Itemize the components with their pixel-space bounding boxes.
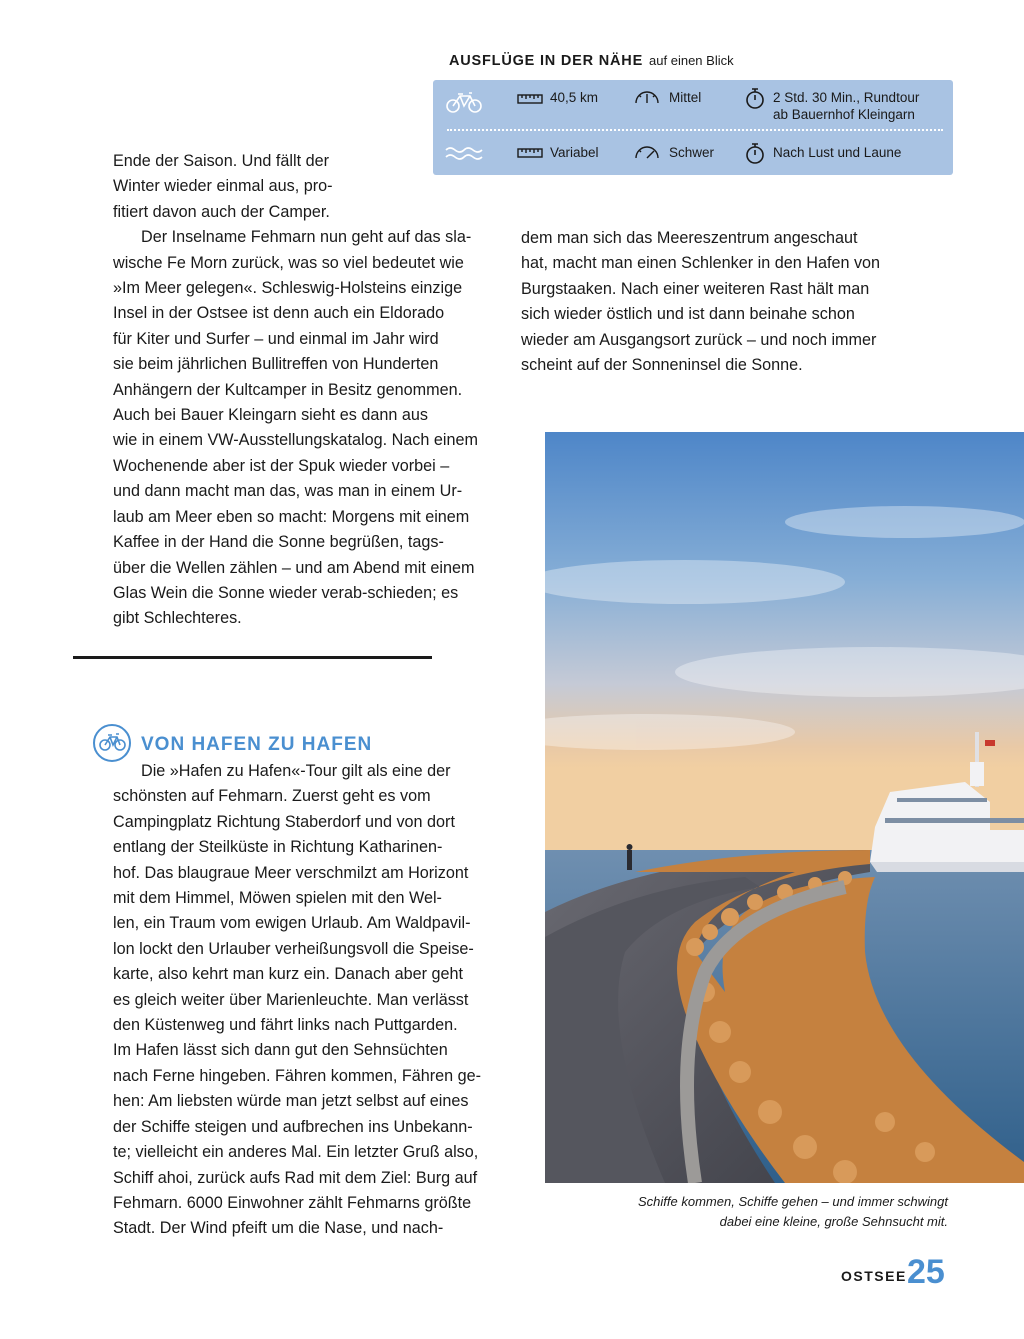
ruler-icon <box>517 93 543 105</box>
text-line: wische Fe Morn zurück, was so viel bedeutet wie <box>113 253 464 272</box>
harbor-photo <box>545 432 1024 1183</box>
duration-line1: Nach Lust und Laune <box>773 145 902 160</box>
bicycle-badge-icon <box>93 724 131 762</box>
text-line: entlang der Steilküste in Richtung Katharinen- <box>113 838 443 857</box>
left-column-top-text <box>113 149 478 632</box>
text-line: schönsten auf Fehmarn. Zuerst geht es vom <box>113 787 431 806</box>
text-line: Wochenende aber ist der Spuk wieder vorbei – <box>113 456 450 475</box>
infobox-title-main: AUSFLÜGE IN DER NÄHE <box>449 53 644 69</box>
infobox <box>433 80 953 175</box>
text-line: Die »Hafen zu Hafen«-Tour gilt als eine der <box>141 762 451 780</box>
text-line: Stadt. Der Wind pfeift um die Nase, und nach- <box>113 1219 444 1238</box>
infobox-divider <box>447 129 943 131</box>
section-label: OSTSEE <box>841 1268 907 1284</box>
text-line: Fehmarn. 6000 Einwohner zählt Fehmarns größte <box>113 1193 472 1212</box>
difficulty-value: Schwer <box>669 145 715 160</box>
text-line: wie in einem VW-Ausstellungskatalog. Nach einem <box>113 431 478 450</box>
text-line: der Schiffe steigen und aufbrechen ins Unbekann- <box>113 1117 473 1136</box>
text-line: scheint auf der Sonneninsel die Sonne. <box>521 356 803 375</box>
duration-line1: 2 Std. 30 Min., Rundtour <box>773 90 920 105</box>
section-body-text <box>113 759 481 1242</box>
section-heading: VON HAFEN ZU HAFEN <box>141 734 373 755</box>
ruler-icon <box>517 147 543 159</box>
text-line: Im Hafen lässt sich dann gut den Sehnsüchten <box>113 1041 448 1060</box>
text-line: laub am Meer eben so macht: Morgens mit einem <box>113 507 470 526</box>
distance-value: Variabel <box>550 145 599 160</box>
text-line: Campingplatz Richtung Staberdorf und von dort <box>113 812 455 831</box>
caption-line: Schiffe kommen, Schiffe gehen – und immer schwingt <box>638 1194 948 1209</box>
text-line: karte, also kehrt man kurz ein. Danach aber geht <box>113 965 464 984</box>
text-line: »Im Meer gelegen«. Schleswig-Holsteins einzige <box>113 279 463 298</box>
text-line: über die Wellen zählen – und am Abend mit einem <box>113 558 475 577</box>
stopwatch-icon <box>745 142 765 164</box>
speedometer-icon <box>634 144 660 160</box>
text-line: Winter wieder einmal aus, pro- <box>113 177 333 196</box>
text-line: Insel in der Ostsee ist denn auch ein Eldorado <box>113 304 445 323</box>
section-divider <box>73 656 432 659</box>
text-line: sie beim jährlichen Bullitreffen von Hunderten <box>113 355 439 374</box>
caption-line: dabei eine kleine, große Sehnsucht mit. <box>719 1214 948 1229</box>
infobox-subtitle: auf einen Blick <box>649 53 734 68</box>
text-line: hat, macht man einen Schlenker in den Hafen von <box>521 254 881 273</box>
difficulty-value: Mittel <box>669 90 702 105</box>
text-line: Kaffee in der Hand die Sonne begrüßen, tags- <box>113 533 444 552</box>
text-line: Anhängern der Kultcamper in Besitz genommen. <box>113 380 463 399</box>
infobox-title <box>449 52 734 69</box>
bicycle-icon <box>445 92 483 114</box>
text-line: Burgstaaken. Nach einer weiteren Rast hält man <box>521 279 870 298</box>
text-line: hof. Das blaugraue Meer verschmilzt am Horizont <box>113 863 469 882</box>
text-line: Ende der Saison. Und fällt der <box>113 152 329 170</box>
text-line: Schiff ahoi, zurück aufs Rad mit dem Ziel: Burg auf <box>113 1168 478 1187</box>
text-line: und dann macht man das, was man in einem Ur- <box>113 482 463 501</box>
text-line: den Küstenweg und fährt links nach Puttgarden. <box>113 1016 458 1035</box>
text-line: nach Ferne hingeben. Fähren kommen, Fähren ge- <box>113 1066 482 1085</box>
duration-line2: ab Bauernhof Kleingarn <box>773 107 915 122</box>
text-line: Der Inselname Fehmarn nun geht auf das sla- <box>141 228 472 247</box>
right-column-text <box>521 226 880 378</box>
text-line: Glas Wein die Sonne wieder verab-schieden; es <box>113 583 459 602</box>
text-line: sich wieder östlich und ist dann beinahe schon <box>521 305 855 324</box>
text-line: wieder am Ausgangsort zurück – und noch immer <box>521 330 877 349</box>
text-line: te; vielleicht ein anderes Mal. Ein letzter Gruß also, <box>113 1143 479 1162</box>
text-line: len, ein Traum vom ewigen Urlaub. Am Waldpavil- <box>113 914 471 933</box>
text-line: es gleich weiter über Marienleuchte. Man verlässt <box>113 990 469 1009</box>
text-line: für Kiter und Surfer – und einmal im Jahr wird <box>113 329 439 348</box>
text-line: mit dem Himmel, Möwen spielen mit den Wel- <box>113 889 442 908</box>
stopwatch-icon <box>745 87 765 109</box>
text-line: Auch bei Bauer Kleingarn sieht es dann aus <box>113 406 428 425</box>
photo-caption <box>638 1192 948 1232</box>
speedometer-icon <box>634 89 660 105</box>
text-line: fitiert davon auch der Camper. <box>113 202 330 221</box>
text-line: lon lockt den Urlauber verheißungsvoll die Speise- <box>113 939 474 958</box>
distance-value: 40,5 km <box>550 90 599 105</box>
text-line: hen: Am liebsten würde man jetzt selbst auf eines <box>113 1092 469 1111</box>
text-line: dem man sich das Meereszentrum angeschaut <box>521 229 858 247</box>
page-number: 25 <box>907 1253 945 1291</box>
text-line: gibt Schlechteres. <box>113 609 242 628</box>
